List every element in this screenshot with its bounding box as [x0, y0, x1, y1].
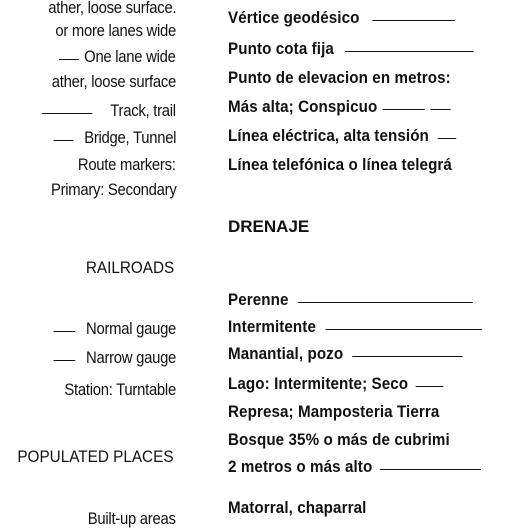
legend-row-punto-elevacion	[228, 70, 451, 87]
legend-label: Track, trail	[110, 102, 176, 120]
legend-label: Punto de elevacion en metros:	[228, 69, 451, 87]
legend-row-route-markers	[78, 157, 176, 174]
legend-row-road-lanes-wide	[55, 23, 176, 40]
legend-symbol-line	[345, 51, 474, 52]
legend-label: Lago: Intermitente; Seco	[228, 375, 409, 393]
legend-row-normal-gauge	[54, 321, 176, 338]
legend-label: or more lanes wide	[55, 22, 176, 40]
legend-label: Represa; Mamposteria Tierra	[228, 403, 440, 421]
legend-label: Built-up areas	[88, 510, 176, 528]
legend-label: Bridge, Tunnel	[84, 129, 176, 147]
legend-symbol-line	[54, 331, 76, 332]
legend-symbol-line	[42, 113, 92, 114]
legend-label: Primary: Secondary	[50, 181, 176, 199]
legend-symbol-line	[380, 469, 481, 470]
legend-row-mas-alta-conspicuo	[228, 99, 451, 116]
legend-row-matorral	[228, 500, 366, 517]
legend-label: ather, loose surface.	[47, 0, 176, 17]
legend-row-road-loose-surface-2	[52, 74, 176, 91]
legend-row-road-one-lane	[59, 49, 176, 66]
legend-label: Matorral, chaparral	[228, 499, 367, 517]
legend-label: ather, loose surface	[51, 73, 176, 91]
legend-symbol-line	[54, 360, 76, 361]
populated-places-heading	[18, 448, 174, 465]
railroads-heading	[86, 259, 174, 276]
legend-symbol-line	[372, 20, 455, 21]
legend-label: Bosque 35% o más de cubrimi	[228, 431, 450, 449]
legend-row-linea-electrica	[228, 128, 457, 145]
legend-row-narrow-gauge	[54, 350, 176, 367]
legend-row-vertice-geodesico	[228, 10, 455, 27]
legend-symbol-line	[59, 59, 79, 60]
legend-row-manantial-pozo	[228, 346, 463, 363]
legend-row-bridge-tunnel	[53, 130, 176, 147]
legend-label: One lane wide	[84, 48, 176, 66]
legend-label: Station: Turntable	[64, 381, 176, 399]
legend-symbol-line	[431, 109, 451, 110]
legend-label: Normal gauge	[85, 320, 176, 338]
legend-row-linea-telefonica	[228, 157, 452, 174]
legend-row-intermitente	[228, 319, 482, 336]
drenaje-heading	[228, 218, 309, 235]
legend-symbol-line	[352, 356, 462, 357]
legend-label: Línea eléctrica, alta tensión	[228, 127, 429, 145]
legend-label: Intermitente	[228, 318, 316, 336]
legend-symbol-line	[383, 109, 425, 110]
legend-symbol-line	[416, 386, 444, 387]
legend-label: Narrow gauge	[85, 349, 176, 367]
legend-row-lago	[228, 376, 443, 393]
legend-symbol-line	[325, 329, 481, 330]
legend-row-built-up-areas	[88, 511, 176, 528]
legend-label: Línea telefónica o línea telegrá	[228, 156, 452, 174]
section-heading: POPULATED PLACES	[17, 447, 174, 466]
legend-row-perenne	[228, 292, 473, 309]
legend-row-represa	[228, 404, 439, 421]
legend-row-punto-cota-fija	[228, 41, 474, 58]
legend-label: 2 metros o más alto	[228, 458, 373, 476]
legend-label: Más alta; Conspicuo	[228, 98, 378, 116]
legend-row-road-loose-surface-1	[48, 0, 176, 17]
legend-symbol-line	[53, 140, 73, 141]
legend-symbol-line	[438, 138, 456, 139]
legend-label: Vértice geodésico	[228, 9, 360, 27]
legend-label: Route markers:	[78, 156, 176, 174]
legend-label: Manantial, pozo	[228, 345, 344, 363]
section-heading: RAILROADS	[85, 258, 174, 277]
legend-row-station-turntable	[64, 382, 176, 399]
legend-symbol-line	[298, 302, 473, 303]
legend-label: Perenne	[228, 291, 289, 309]
legend-label: Punto cota fija	[228, 40, 334, 58]
legend-row-primary-secondary	[50, 182, 176, 199]
legend-row-bosque	[228, 432, 450, 449]
section-heading: DRENAJE	[228, 217, 310, 236]
legend-row-track-trail	[42, 103, 176, 120]
legend-row-dos-metros	[228, 459, 481, 476]
